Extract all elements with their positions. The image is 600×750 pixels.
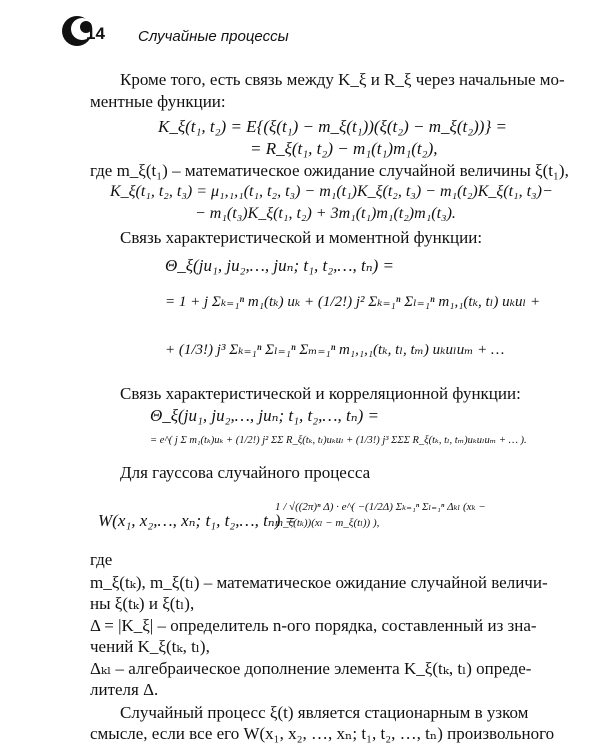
equation-line: + (1/3!) j³ Σₖ₌₁ⁿ Σₗ₌₁ⁿ Σₘ₌₁ⁿ m₁,₁,₁(tₖ, tₗ, tₘ) uₖuₗuₘ + … — [165, 342, 505, 358]
page-number: 14 — [86, 24, 105, 43]
equation-line: = R_ξ(t₁, t₂) − m₁(t₁)m₁(t₂), — [250, 139, 438, 158]
equation-line: K_ξ(t₁, t₂, t₃) = μ₁,₁,₁(t₁, t₂, t₃) − m₁(t₁)K_ξ(t₂, t₃) − m₁(t₂)K_ξ(t₁, t₃)− — [110, 183, 553, 200]
section-heading: Для гауссова случайного процесса — [120, 463, 371, 482]
paragraph-line: Δ = |K_ξ| – определитель n-ого порядка, составленный из зна- — [90, 616, 537, 635]
paragraph-line: чений K_ξ(tₖ, tₗ), — [90, 637, 210, 656]
paragraph-line: лителя Δ. — [90, 680, 159, 699]
paragraph-line: m_ξ(tₖ), m_ξ(tₗ) – математическое ожидание случайной величи- — [90, 573, 548, 592]
equation-line: Θ_ξ(ju₁, ju₂,…, juₙ; t₁, t₂,…, tₙ) = — [165, 256, 395, 275]
paragraph-line: Случайный процесс ξ(t) является стационарным в узком — [120, 703, 529, 722]
paragraph-line: где — [90, 550, 113, 569]
paragraph-line: где m_ξ(t₁) – математическое ожидание случайной величины ξ(t₁), — [90, 161, 569, 180]
section-heading: Связь характеристической и моментной функции: — [120, 228, 483, 247]
equation-line: Θ_ξ(ju₁, ju₂,…, juₙ; t₁, t₂,…, tₙ) = — [150, 406, 380, 425]
paragraph-line: ментные функции: — [90, 92, 226, 111]
section-heading: Связь характеристической и корреляционной функции: — [120, 384, 521, 403]
equation-line: K_ξ(t₁, t₂) = E{(ξ(t₁) − m_ξ(t₁))(ξ(t₂) − m_ξ(t₂))} = — [158, 117, 507, 136]
equation-line: = e^( j Σ m₁(tₖ)uₖ + (1/2!) j² ΣΣ R_ξ(tₖ, tₗ)uₖuₗ + (1/3!) j³ ΣΣΣ R_ξ(tₖ, tₗ, tₘ)uₖuₗuₘ + … ). — [150, 435, 527, 446]
equation-line: 1 / √((2π)ⁿ Δ) · e^( −(1/2Δ) Σₖ₌₁ⁿ Σₗ₌₁ⁿ Δₖₗ (xₖ − m_ξ(tₖ))(xₗ − m_ξ(tₗ)) ), — [275, 501, 486, 529]
paragraph-line: ны ξ(tₖ) и ξ(tₗ), — [90, 594, 195, 613]
equation-line: = 1 + j Σₖ₌₁ⁿ m₁(tₖ) uₖ + (1/2!) j² Σₖ₌₁ⁿ Σₗ₌₁ⁿ m₁,₁(tₖ, tₗ) uₖuₗ + — [165, 294, 541, 310]
paragraph-line: Кроме того, есть связь между K_ξ и R_ξ через начальные мо- — [120, 70, 565, 89]
equation-line: W(x₁, x₂,…, xₙ; t₁, t₂,…, tₙ) = — [98, 511, 297, 530]
running-title: Случайные процессы — [138, 28, 289, 45]
paragraph-line: Δₖₗ – алгебраическое дополнение элемента K_ξ(tₖ, tₗ) опреде- — [90, 659, 532, 678]
paragraph-line: смысле, если все его W(x₁, x₂, …, xₙ; t₁, t₂, …, tₙ) произвольного — [90, 724, 555, 743]
equation-line: − m₁(t₃)K_ξ(t₁, t₂) + 3m₁(t₁)m₁(t₂)m₁(t₃). — [195, 205, 456, 222]
